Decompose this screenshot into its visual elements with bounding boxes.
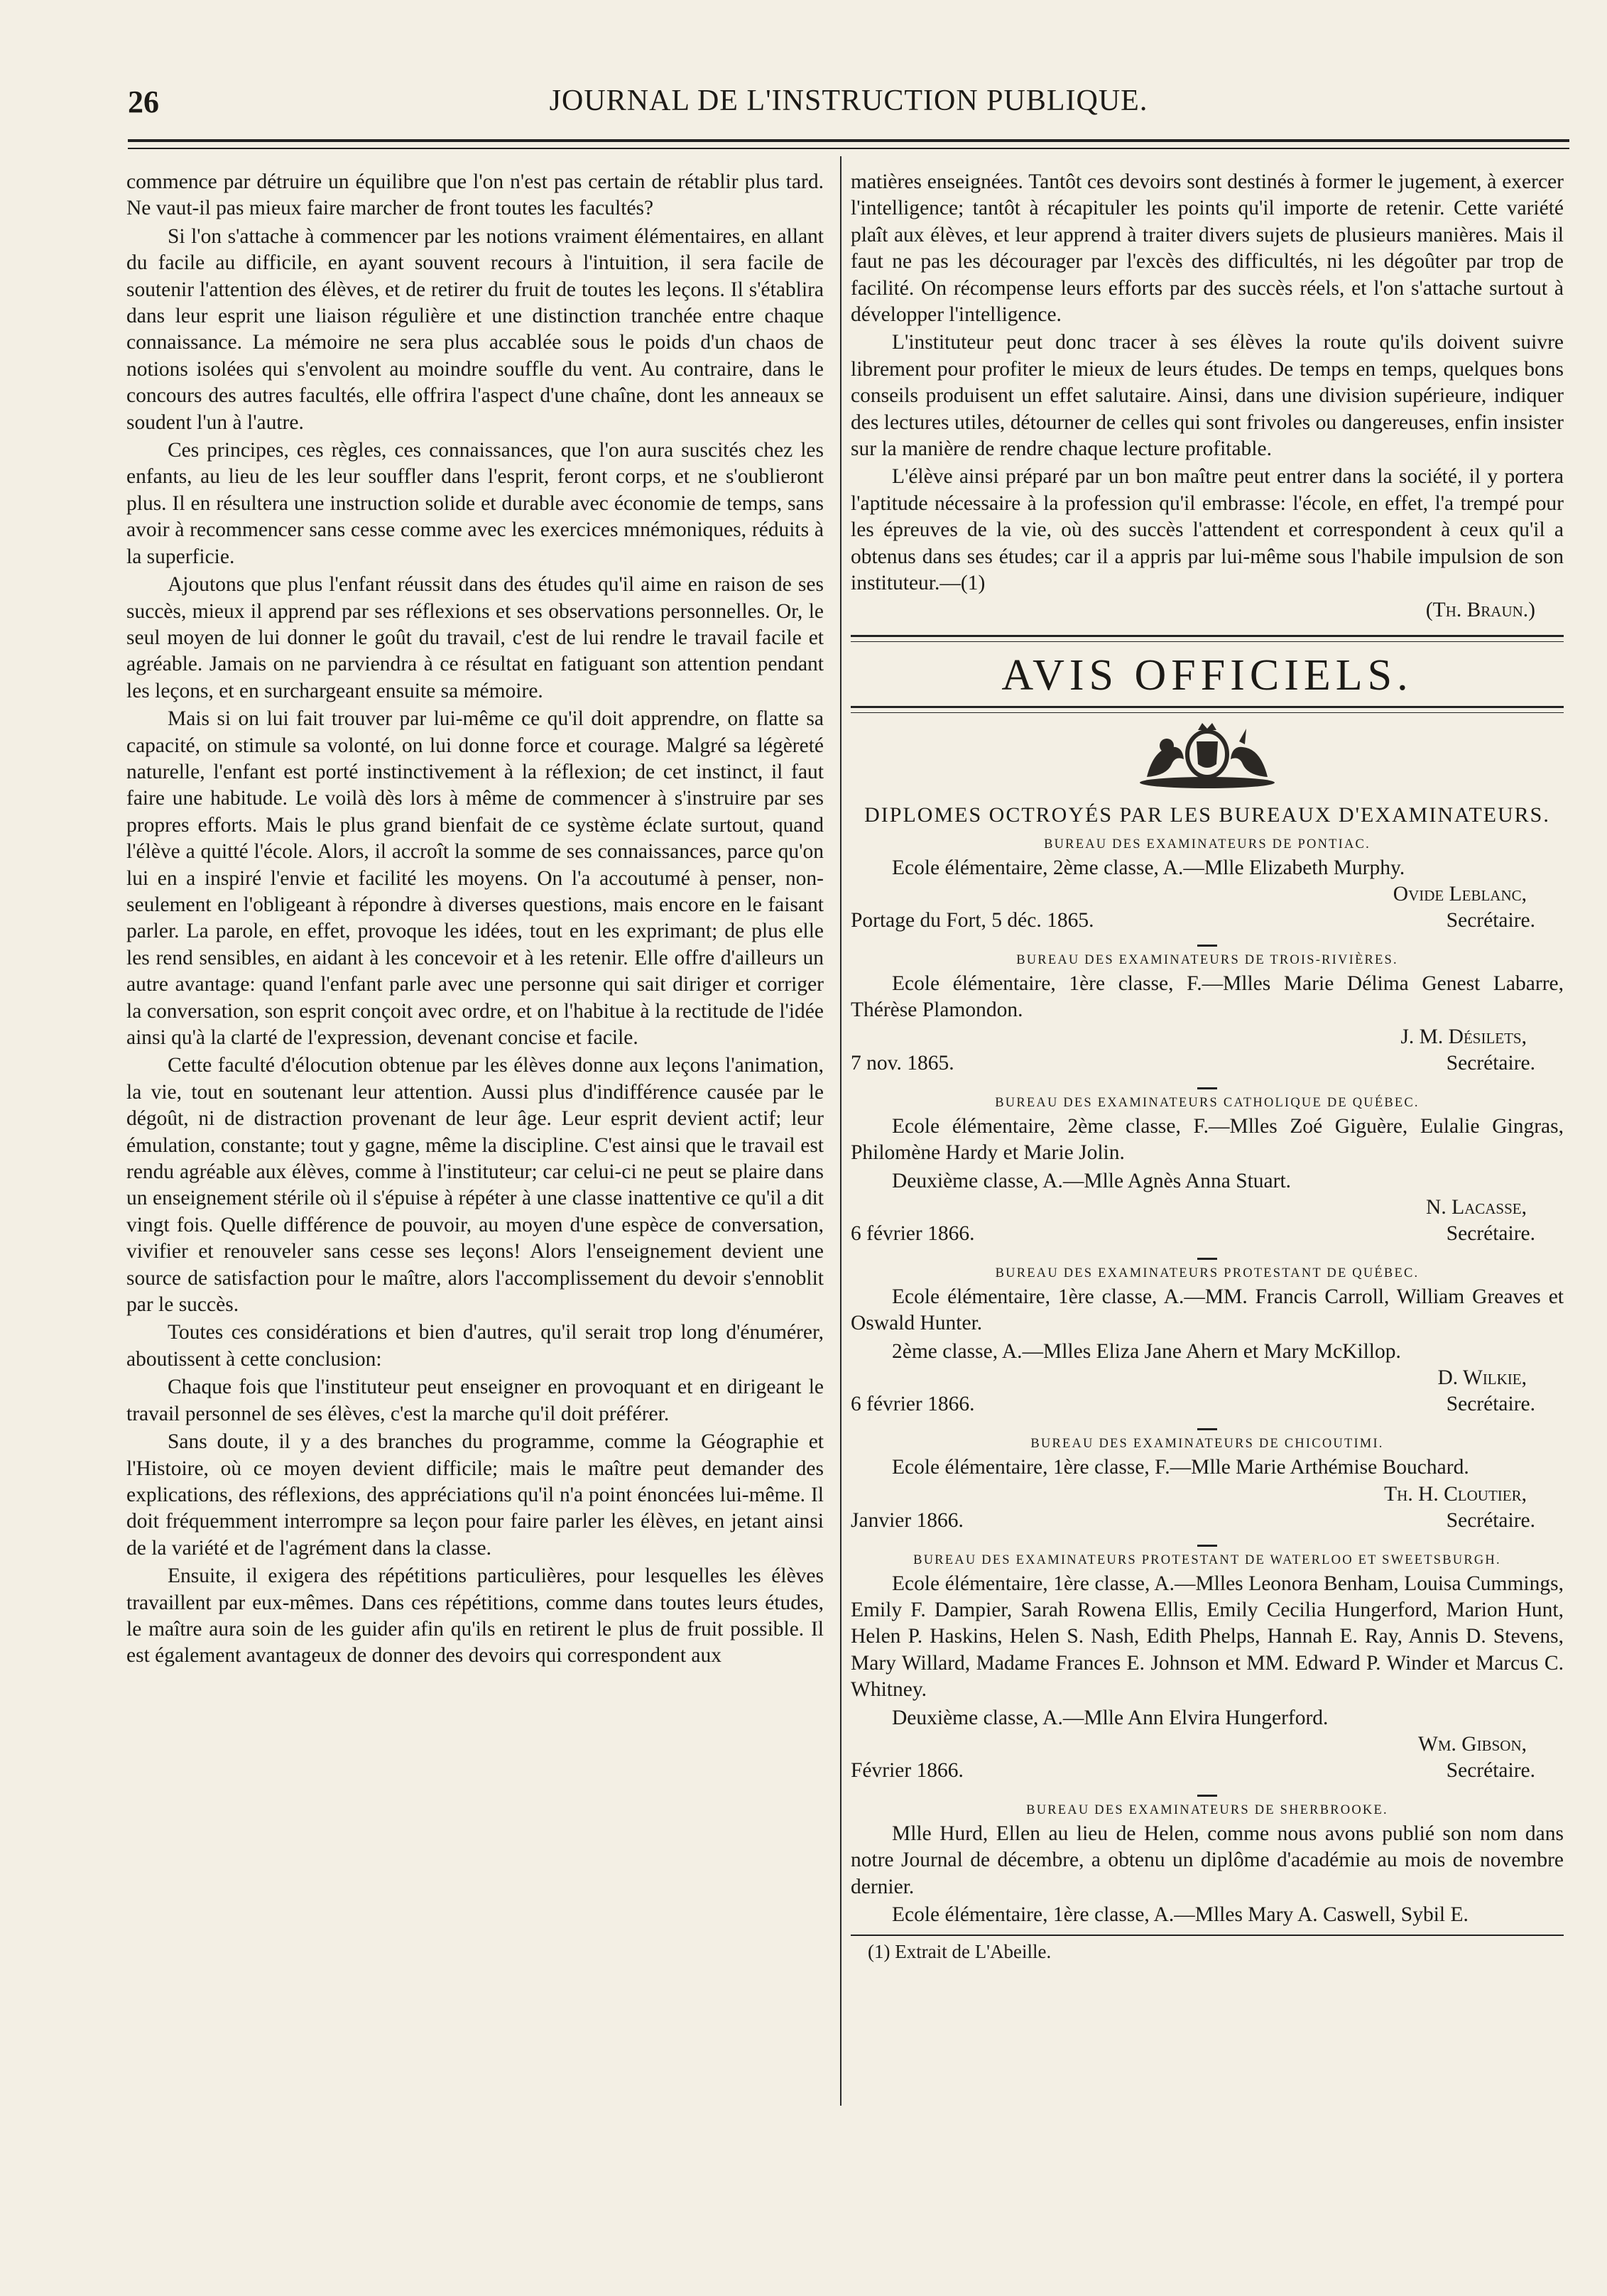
page-header: [128, 77, 1569, 126]
entry-date: 6 février 1866.: [851, 1222, 975, 1245]
signer-line: [851, 881, 1564, 908]
date-line: [851, 1391, 1564, 1418]
entry-date: Portage du Fort, 5 déc. 1865.: [851, 908, 1094, 932]
signer-role: Secrétaire.: [1446, 908, 1535, 932]
bureau-title: BUREAU DES EXAMINATEURS PROTESTANT DE WATERLOO ET SWEETSBURGH.: [913, 1552, 1501, 1567]
signer-role: Secrétaire.: [1446, 1759, 1535, 1782]
diploma-entry: Ecole élémentaire, 1ère classe, A.—MM. Francis Carroll, William Greaves et Oswald Hunter.: [851, 1285, 1564, 1335]
date-line: [851, 1758, 1564, 1784]
paragraph: Sans doute, il y a des branches du programme, comme la Géographie et l'Histoire, où ce moyen devient difficile; mais le maître peut demander des explications, des réflexions, des appréciations qu'il n'a point énoncées lui-même. Il doit fréquemment interrompre sa leçon pour faire parler les élèves, en jetant ainsi de la variété et de l'agrément dans la classe.: [126, 1430, 824, 1560]
entry-date: Janvier 1866.: [851, 1508, 964, 1532]
paragraph: Mais si on lui fait trouver par lui-même ce qu'il doit apprendre, on flatte sa capacité, on stimule sa volonté, on lui donne force et courage. Malgré sa légèreté naturelle, l'enfant est porté instinctivement à la réflexion; de cet instinct, il faut faire une habitude. Le voilà dès lors à même de commencer à s'instruire par ses propres efforts. Mais le plus grand bienfait de ce système éclate surtout, quand l'élève a quitté l'école. Alors, il accroît la somme de ses connaissances, parce qu'on lui en a inspiré l'envie et facilité les moyens. On l'a accoutumé à penser, non-seulement en l'obligeant à répondre à diverses questions, mais encore en le faisant parler. La parole, en effet, provoque les idées, tout en les exprimant; de plus elle les rend sensibles, en aidant à les concevoir et à les retenir. Elle offre d'ailleurs un autre avantage: quand l'enfant parle avec une personne qui sait diriger et corriger la conversation, son esprit conçoit avec ordre, et on l'habitue à la rectitude de l'idée ainsi qu'à la clarté de l'expression, devenant concise et facile.: [126, 707, 824, 1049]
diploma-entry: Ecole élémentaire, 1ère classe, F.—Mlle Marie Arthémise Bouchard.: [892, 1456, 1469, 1479]
paragraph: commence par détruire un équilibre que l'on n'est pas certain de rétablir plus tard. Ne vaut-il pas mieux faire marcher de front toutes les facultés?: [126, 170, 824, 220]
royal-arms-emblem-icon: [1133, 720, 1282, 791]
paragraph: Ensuite, il exigera des répétitions particulières, pour lesquelles les élèves travaillent par eux-mêmes. Dans ces répétitions, comme dans toutes leurs études, le maître aura soin de les guider afin qu'ils en retirent le plus de fruit possible. Il est également avantageux de donner des devoirs qui correspondent aux: [126, 1565, 824, 1667]
paragraph: matières enseignées. Tantôt ces devoirs sont destinés à former le jugement, à exercer l'intelligence; tantôt à récapituler les points qu'il importe de retenir. Cette variété plaît aux élèves, et leur apprend à traiter divers sujets de plusieurs manières. Mais il faut ne pas les décourager par l'excès des difficultés, ni les dégoûter par trop de facilité. On récompense leurs efforts par des succès réels, et l'on s'attache surtout à développer l'intelligence.: [851, 170, 1564, 327]
signer-line: [851, 1731, 1564, 1758]
diploma-entry: Deuxième classe, A.—Mlle Ann Elvira Hungerford.: [892, 1706, 1329, 1729]
separator: [851, 1247, 1564, 1260]
header-rule: [128, 139, 1569, 149]
diploma-entry: Ecole élémentaire, 2ème classe, A.—Mlle Elizabeth Murphy.: [892, 856, 1405, 879]
paragraph: Cette faculté d'élocution obtenue par les élèves donne aux leçons l'animation, la vie, tout en soutenant leur attention. Aussi plus d'indifférence causée par le dégoût, ni de distraction provenant de leur âge. Leur esprit devient actif; leur émulation, constante; tout y gagne, même la discipline. C'est ainsi que le travail est rendu agréable aux élèves, comme à l'instituteur; car celui-ci ne peut se plaire dans un enseignement stérile où il s'épuise à répéter à une classe inattentive ce qu'il a dit vingt fois. Quelle différence de pouvoir, au moyen d'une espèce de conversation, vivifier et renouveler sans cesse ses leçons! Alors l'enseignement devient une source de satisfaction pour le maître, alors l'accomplissement du devoir s'ennoblit par le succès.: [126, 1054, 824, 1317]
separator: [851, 1077, 1564, 1089]
diploma-entry: Ecole élémentaire, 1ère classe, F.—Mlles Marie Délima Genest Labarre, Thérèse Plamondon.: [851, 972, 1564, 1022]
column-divider: [840, 156, 841, 2106]
bureau-title: BUREAU DES EXAMINATEURS DE PONTIAC.: [1044, 837, 1371, 852]
left-column: [126, 169, 824, 1670]
separator: [851, 1534, 1564, 1547]
date-line: [851, 1050, 1564, 1077]
date-line: [851, 1221, 1564, 1247]
signer-line: [851, 1195, 1564, 1221]
journal-title: JOURNAL DE L'INSTRUCTION PUBLIQUE.: [549, 85, 1148, 117]
diploma-entry: Ecole élémentaire, 1ère classe, A.—Mlles Leonora Benham, Louisa Cummings, Emily F. Dampier, Sarah Rowena Ellis, Emily Cecilia Hungerford, Marion Hunt, Helen P. Haskins, Helen S. Nash, Edith Phelps, Hannah E. Ray, Annis D. Stevens, Mary Willard, Madame Frances E. Johnson et MM. Edward P. Winder et Marcus C. Whitney.: [851, 1572, 1564, 1702]
entry-date: Février 1866.: [851, 1759, 964, 1782]
footnote: (1) Extrait de L'Abeille.: [868, 1940, 1052, 1962]
author-signature: (Th. Braun.): [1425, 598, 1535, 621]
subsection-title: DIPLOMES OCTROYÉS PAR LES BUREAUX D'EXAMINATEURS.: [864, 802, 1550, 827]
signer-role: Secrétaire.: [1446, 1508, 1535, 1532]
footnote-rule: [851, 1935, 1564, 1965]
entry-date: 6 février 1866.: [851, 1393, 975, 1416]
bureau-title: BUREAU DES EXAMINATEURS CATHOLIQUE DE QUÉBEC.: [995, 1095, 1420, 1110]
paragraph: Ces principes, ces règles, ces connaissances, que l'on aura suscités chez les enfants, au lieu de les leur souffler dans l'esprit, feront corps, et ne s'oublieront plus. Il en résultera une instruction solide et durable avec économie de temps, sans avoir à recommencer sans cesse comme avec les exercices mnémoniques, réduits à la superficie.: [126, 439, 824, 568]
signer-line: [851, 1365, 1564, 1391]
signer-line: [851, 1024, 1564, 1050]
bureau-title: BUREAU DES EXAMINATEURS DE CHICOUTIMI.: [1030, 1437, 1384, 1452]
signer-name: D. Wilkie,: [1437, 1366, 1527, 1390]
separator: [851, 934, 1564, 947]
entry-date: 7 nov. 1865.: [851, 1051, 954, 1074]
separator: [851, 1418, 1564, 1430]
paragraph: Si l'on s'attache à commencer par les notions vraiment élémentaires, en allant du facile au difficile, en ayant souvent recours à l'intuition, il sera facile de soutenir l'attention des élèves, et de retirer du fruit de toutes les leçons. Il s'établira dans leur esprit une liaison régulière et une distinction tranchée entre chaque connaissance. La mémoire ne sera plus accablée sous le poids d'un chaos de notions isolées qui s'envolent au moindre souffle du vent. Au contraire, dans le concours des autres facultés, elle offrira l'aspect d'une chaîne, dont les anneaux se soudent l'un à l'autre.: [126, 224, 824, 434]
signer-role: Secrétaire.: [1446, 1393, 1535, 1416]
paragraph: Toutes ces considérations et bien d'autres, qu'il serait trop long d'énumérer, aboutissent à cette conclusion:: [126, 1321, 824, 1371]
page-number: 26: [128, 85, 159, 119]
diploma-entry: 2ème classe, A.—Mlles Eliza Jane Ahern et Mary McKillop.: [892, 1339, 1401, 1363]
bureau-title: BUREAU DES EXAMINATEURS DE TROIS-RIVIÈRES.: [1016, 952, 1398, 967]
section-rule: [851, 706, 1564, 713]
signer-line: [851, 1481, 1564, 1508]
paragraph: L'élève ainsi préparé par un bon maître peut entrer dans la société, il y portera l'aptitude nécessaire à la profession qu'il embrasse: l'école, en effet, l'a trempé pour les épreuves de la vie, où des succès l'attendent et correspondent à ceux qu'il a obtenus dans ses études; car il a appris par lui-même sous l'habile impulsion de son instituteur.—(1): [851, 465, 1564, 595]
diploma-entry: Ecole élémentaire, 1ère classe, A.—Mlles Mary A. Caswell, Sybil E.: [892, 1903, 1469, 1927]
paragraph: Chaque fois que l'instituteur peut enseigner en provoquant et en dirigeant le travail personnel de ses élèves, c'est la marche qu'il doit préférer.: [126, 1376, 824, 1425]
paragraph: L'instituteur peut donc tracer à ses élèves la route qu'ils doivent suivre librement pour profiter le mieux de leurs études. De temps en temps, quelques bons conseils produisent un effet salutaire. Ainsi, dans une division supérieure, indiquer des lectures utiles, détourner de celles qui sont frivoles ou dangereuses, enfin insister sur la manière de rendre chaque lecture profitable.: [851, 331, 1564, 461]
signer-name: Th. H. Cloutier,: [1384, 1482, 1527, 1506]
right-column: [851, 169, 1564, 1965]
date-line: [851, 908, 1564, 934]
author-line: [851, 597, 1564, 624]
separator: [851, 1784, 1564, 1797]
signer-name: Wm. Gibson,: [1418, 1733, 1527, 1756]
signer-role: Secrétaire.: [1446, 1222, 1535, 1245]
bureau-title: BUREAU DES EXAMINATEURS DE SHERBROOKE.: [1026, 1803, 1388, 1817]
signer-role: Secrétaire.: [1446, 1051, 1535, 1074]
emblem: [851, 720, 1564, 798]
section-rule: [851, 635, 1564, 642]
diploma-entry: Mlle Hurd, Ellen au lieu de Helen, comme nous avons publié son nom dans notre Journal de décembre, a obtenu un diplôme d'académie au mois de novembre dernier.: [851, 1822, 1564, 1898]
paragraph: Ajoutons que plus l'enfant réussit dans des études qu'il aime en raison de ses succès, mieux il apprend par ses réflexions et ses observations personnelles. Or, le seul moyen de lui donner le goût du travail, c'est de lui rendre le travail facile et agréable. Jamais on ne parviendra à ce résultat en fatiguant son attention pendant les leçons, et en surchargeant ensuite sa mémoire.: [126, 573, 824, 702]
signer-name: J. M. Désilets,: [1400, 1025, 1527, 1048]
section-title: AVIS OFFICIELS.: [1001, 651, 1413, 700]
bureau-title: BUREAU DES EXAMINATEURS PROTESTANT DE QUÉBEC.: [995, 1266, 1420, 1280]
signer-name: N. Lacasse,: [1426, 1195, 1527, 1219]
signer-name: Ovide Leblanc,: [1393, 882, 1527, 905]
diploma-entry: Ecole élémentaire, 2ème classe, F.—Mlles Zoé Giguère, Eulalie Gingras, Philomène Hardy et Marie Jolin.: [851, 1114, 1564, 1165]
date-line: [851, 1508, 1564, 1534]
diploma-entry: Deuxième classe, A.—Mlle Agnès Anna Stuart.: [892, 1169, 1292, 1192]
